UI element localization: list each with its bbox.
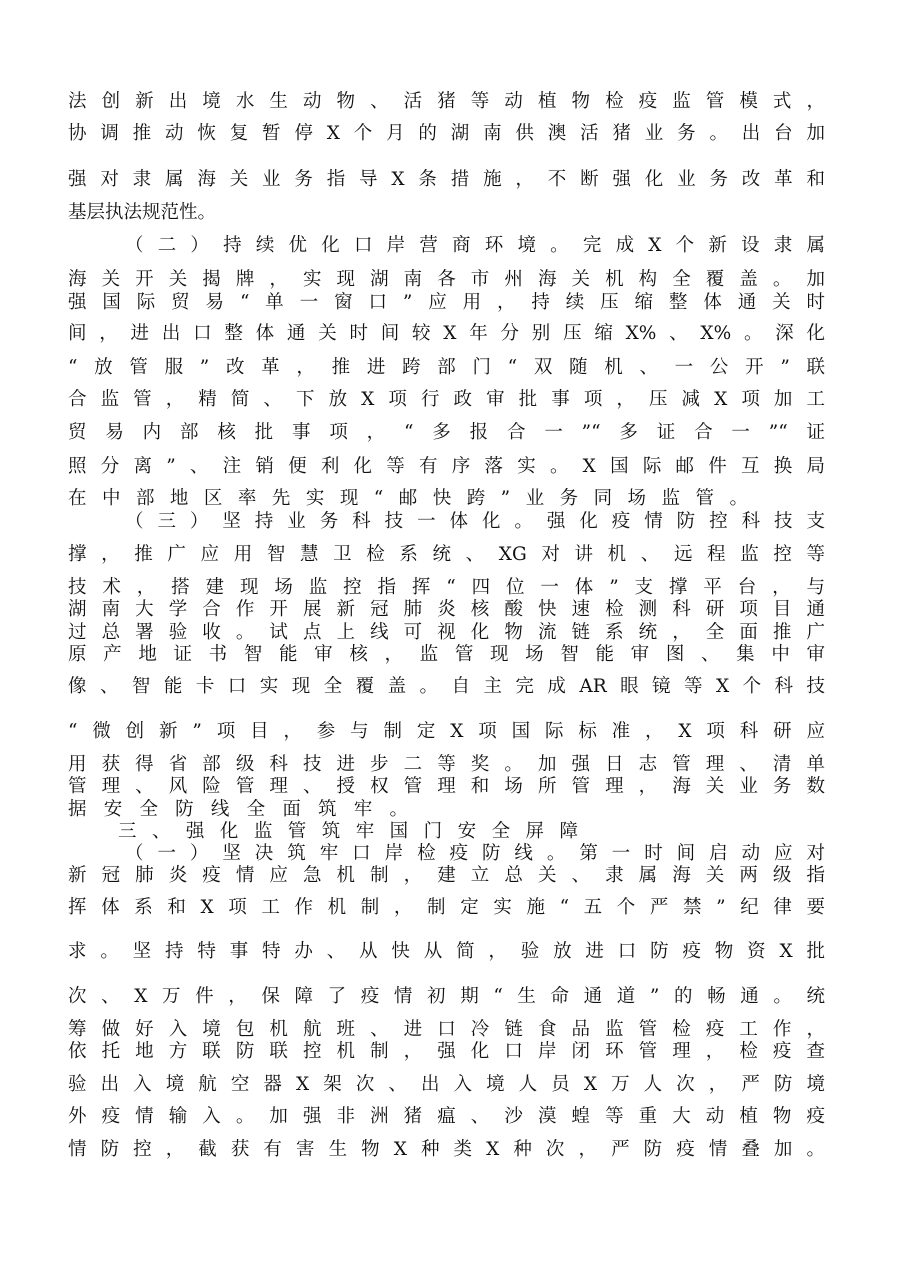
text-line: 原产地证书智能审核，监管现场智能审图、集中审	[68, 644, 825, 665]
text-line: 合监管，精简、下放X项行政审批事项，压减X项加工	[68, 389, 825, 410]
text-line: 情防控，截获有害生物X种类X种次，严防疫情叠加。	[68, 1139, 825, 1160]
text-line: “微创新”项目，参与制定X项国际标准，X项科研应	[68, 721, 825, 742]
text-line: 湖南大学合作开展新冠肺炎核酸快速检测科研项目通	[68, 599, 825, 620]
section-heading-1: （一）坚决筑牢口岸检疫防线。第一时间启动应对	[125, 843, 825, 864]
text-line: “放管服”改革，推进跨部门“双随机、一公开”联	[68, 357, 825, 378]
text-line: 撑，推广应用智慧卫检系统、XG对讲机、远程监控等	[68, 544, 825, 565]
text-line: 基层执法规范性。	[68, 202, 217, 223]
chapter-heading: 三、强化监管筑牢国门安全屏障	[118, 821, 578, 842]
text-line: 求。坚持特事特办、从快从简，验放进口防疫物资X批	[68, 941, 825, 962]
text-line: 筹做好入境包机航班、进口冷链食品监管检疫工作，	[68, 1019, 825, 1040]
text-line: 法创新出境水生动物、活猪等动植物检疫监管模式，	[68, 91, 825, 112]
section-heading-2: （二）持续优化口岸营商环境。完成X个新设隶属	[125, 235, 825, 256]
text-line: 外疫情输入。加强非洲猪瘟、沙漠蝗等重大动植物疫	[68, 1106, 825, 1127]
text-line: 管理、风险管理、授权管理和场所管理，海关业务数	[68, 776, 825, 797]
text-line: 依托地方联防联控机制，强化口岸闭环管理，检疫查	[68, 1041, 825, 1062]
text-line: 海关开关揭牌，实现湖南各市州海关机构全覆盖。加	[68, 269, 825, 290]
text-line: 贸易内部核批事项，“多报合一”“多证合一”“证	[68, 422, 825, 443]
text-line: 照分离”、注销便利化等有序落实。X国际邮件互换局	[68, 456, 825, 477]
text-line: 据安全防线全面筑牢。	[68, 799, 408, 820]
text-line: 间，进出口整体通关时间较X年分别压缩X%、X%。深化	[68, 323, 825, 344]
text-line: 验出入境航空器X架次、出入境人员X万人次，严防境	[68, 1074, 825, 1095]
text-line: 用获得省部级科技进步二等奖。加强日志管理、清单	[68, 754, 825, 775]
text-line: 挥体系和X项工作机制，制定实施“五个严禁”纪律要	[68, 897, 825, 918]
text-line: 次、X万件，保障了疫情初期“生命通道”的畅通。统	[68, 986, 825, 1007]
text-line: 新冠肺炎疫情应急机制，建立总关、隶属海关两级指	[68, 865, 825, 886]
section-heading-3: （三）坚持业务科技一体化。强化疫情防控科技支	[125, 511, 825, 532]
text-line: 过总署验收。试点上线可视化物流链系统，全面推广	[68, 622, 825, 643]
text-line: 技术，搭建现场监控指挥“四位一体”支撑平台，与	[68, 577, 825, 598]
text-line: 在中部地区率先实现“邮快跨”业务同场监管。	[68, 488, 748, 509]
text-line: 协调推动恢复暂停X个月的湖南供澳活猪业务。出台加	[68, 123, 825, 144]
text-line: 强国际贸易“单一窗口”应用，持续压缩整体通关时	[68, 292, 825, 313]
text-line: 强对隶属海关业务指导X条措施，不断强化业务改革和	[68, 169, 825, 190]
text-line: 像、智能卡口实现全覆盖。自主完成AR眼镜等X个科技	[68, 676, 825, 697]
